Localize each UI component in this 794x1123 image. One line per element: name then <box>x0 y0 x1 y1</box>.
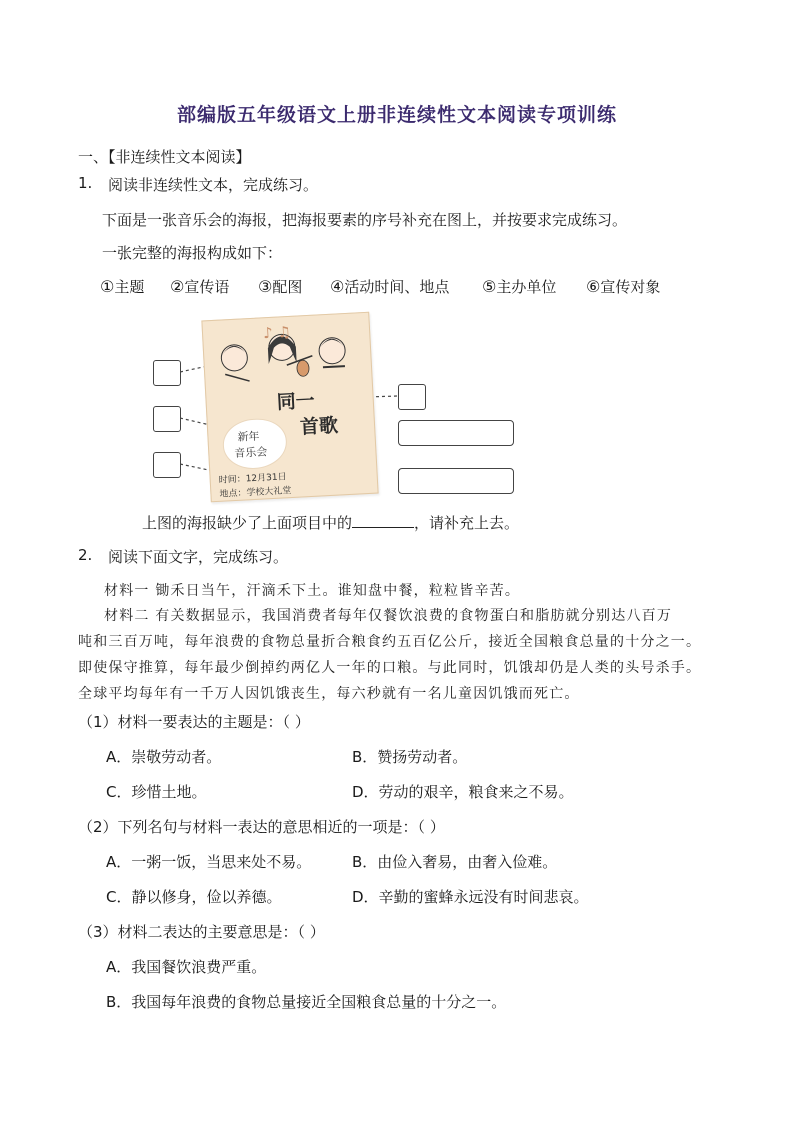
element-item-2: ②宣传语 <box>170 277 230 296</box>
poster-badge <box>222 417 289 470</box>
material-two-line1: 材料二 有关数据显示，我国消费者每年仅餐饮浪费的食物蛋白和脂肪就分别达八百万 <box>104 608 673 624</box>
q1-fill-sentence: 上图的海报缺少了上面项目中的 ，请补充上去。 <box>142 514 520 532</box>
q1-intro: 下面是一张音乐会的海报，把海报要素的序号补充在图上，并按要求完成练习。 <box>102 211 628 229</box>
sub2-option-a[interactable]: A．一粥一饭，当思来处不易。 <box>106 853 312 871</box>
poster-theme-line2: 首歌 <box>299 414 339 439</box>
sub3-option-a[interactable]: A．我国餐饮浪费严重。 <box>106 958 267 976</box>
fill-blank[interactable] <box>352 513 414 528</box>
q1-structure-line: 一张完整的海报构成如下： <box>102 244 283 262</box>
music-notes-icon: ♪ ♫ <box>262 322 292 343</box>
sub1-stem: （1）材料一要表达的主题是：（ ） <box>78 713 310 731</box>
badge-line2: 音乐会 <box>234 445 268 460</box>
element-item-1: ①主题 <box>100 277 145 296</box>
element-item-3: ③配图 <box>258 277 303 296</box>
material-two-line2: 吨和三百万吨，每年浪费的食物总量折合粮食约五百亿公斤，接近全国粮食总量的十分之一。 <box>78 634 702 650</box>
concert-poster <box>201 312 378 503</box>
sub1-option-c[interactable]: C．珍惜土地。 <box>106 783 207 801</box>
answer-box-left-2[interactable] <box>153 406 181 432</box>
poster-place: 地点：学校大礼堂 <box>219 486 292 500</box>
sub2-option-c[interactable]: C．静以修身，俭以养德。 <box>106 888 282 906</box>
sub1-option-d[interactable]: D．劳动的艰辛，粮食来之不易。 <box>352 783 574 801</box>
sub2-stem: （2）下列名句与材料一表达的意思相近的一项是：（ ） <box>78 818 445 836</box>
answer-box-left-1[interactable] <box>153 360 181 386</box>
badge-line1: 新年 <box>237 429 260 444</box>
sub1-option-b[interactable]: B．赞扬劳动者。 <box>352 748 468 766</box>
answer-box-right-3[interactable] <box>398 468 514 494</box>
answer-box-right-1[interactable] <box>398 384 426 410</box>
element-item-5: ⑤主办单位 <box>482 277 557 296</box>
q2-number: 2. <box>78 546 93 564</box>
q2-prompt: 阅读下面文字，完成练习。 <box>108 548 289 566</box>
q1-number: 1. <box>78 174 93 192</box>
material-two-line3: 即使保守推算，每年最少倒掉约两亿人一年的口粮。与此同时，饥饿却仍是人类的头号杀手。 <box>78 660 702 676</box>
sub2-option-d[interactable]: D．辛勤的蜜蜂永远没有时间悲哀。 <box>352 888 589 906</box>
answer-box-left-3[interactable] <box>153 452 181 478</box>
q1-prompt: 阅读非连续性文本，完成练习。 <box>108 176 319 194</box>
sub3-option-b[interactable]: B．我国每年浪费的食物总量接近全国粮食总量的十分之一。 <box>106 993 507 1011</box>
sub3-stem: （3）材料二表达的主要意思是：（ ） <box>78 923 325 941</box>
section-heading: 一、【非连续性文本阅读】 <box>78 148 251 166</box>
element-item-4: ④活动时间、地点 <box>330 277 450 296</box>
answer-box-right-2[interactable] <box>398 420 514 446</box>
element-item-6: ⑥宣传对象 <box>586 277 661 296</box>
poster-time: 时间：12月31日 <box>218 472 287 486</box>
material-two-line4: 全球平均每年有一千万人因饥饿丧生，每六秒就有一名儿童因饥饿而死亡。 <box>78 686 580 702</box>
page-title: 部编版五年级语文上册非连续性文本阅读专项训练 <box>176 104 617 126</box>
material-one: 材料一 锄禾日当午，汗滴禾下土。谁知盘中餐，粒粒皆辛苦。 <box>104 583 521 599</box>
poster-theme-line1: 同一 <box>276 389 316 414</box>
sub2-option-b[interactable]: B．由俭入奢易，由奢入俭难。 <box>352 853 558 871</box>
sub1-option-a[interactable]: A．崇敬劳动者。 <box>106 748 222 766</box>
